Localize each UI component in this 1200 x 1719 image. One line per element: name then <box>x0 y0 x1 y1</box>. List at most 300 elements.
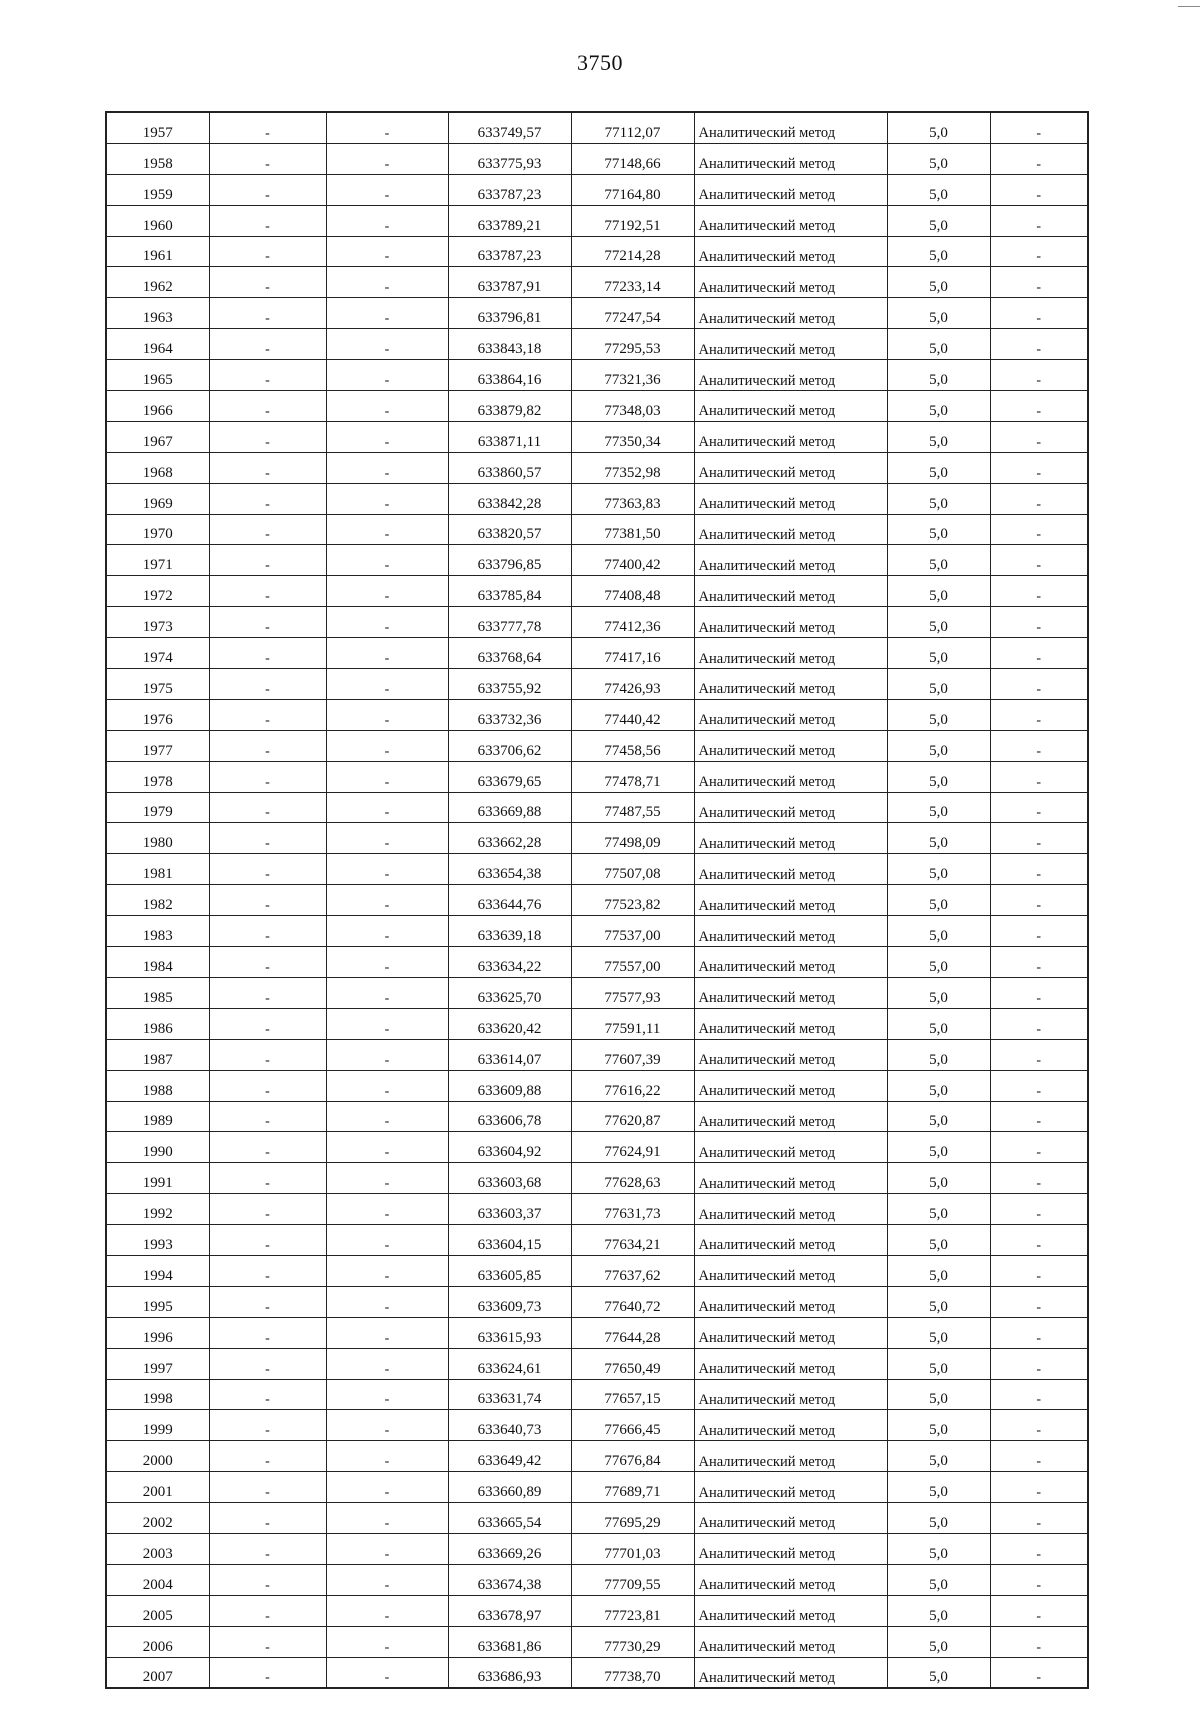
cell-point-number: 1992 <box>106 1194 209 1225</box>
cell-method: Аналитический метод <box>694 1317 887 1348</box>
cell-old-y: - <box>326 1070 448 1101</box>
cell-accuracy: 5,0 <box>887 391 990 422</box>
cell-accuracy: 5,0 <box>887 545 990 576</box>
table-row <box>106 1626 1088 1657</box>
cell-accuracy: 5,0 <box>887 1039 990 1070</box>
cell-x-coordinate: 633796,81 <box>448 298 571 329</box>
cell-accuracy: 5,0 <box>887 514 990 545</box>
cell-point-number: 1989 <box>106 1101 209 1132</box>
cell-description: - <box>990 947 1088 978</box>
cell-old-y: - <box>326 669 448 700</box>
cell-y-coordinate: 77498,09 <box>571 823 694 854</box>
cell-method: Аналитический метод <box>694 1163 887 1194</box>
cell-description: - <box>990 1163 1088 1194</box>
cell-y-coordinate: 77363,83 <box>571 483 694 514</box>
cell-x-coordinate: 633679,65 <box>448 761 571 792</box>
table-row <box>106 1503 1088 1534</box>
cell-method: Аналитический метод <box>694 854 887 885</box>
cell-point-number: 1994 <box>106 1255 209 1286</box>
cell-accuracy: 5,0 <box>887 1163 990 1194</box>
cell-method: Аналитический метод <box>694 1348 887 1379</box>
cell-old-y: - <box>326 1441 448 1472</box>
cell-method: Аналитический метод <box>694 576 887 607</box>
cell-point-number: 1978 <box>106 761 209 792</box>
cell-y-coordinate: 77348,03 <box>571 391 694 422</box>
cell-old-x: - <box>209 143 326 174</box>
cell-point-number: 1995 <box>106 1286 209 1317</box>
cell-description: - <box>990 761 1088 792</box>
cell-point-number: 1976 <box>106 699 209 730</box>
page-number: 3750 <box>577 50 623 75</box>
cell-old-x: - <box>209 174 326 205</box>
cell-y-coordinate: 77400,42 <box>571 545 694 576</box>
cell-accuracy: 5,0 <box>887 1564 990 1595</box>
cell-method: Аналитический метод <box>694 298 887 329</box>
cell-old-x: - <box>209 112 326 143</box>
cell-old-y: - <box>326 1286 448 1317</box>
cell-x-coordinate: 633614,07 <box>448 1039 571 1070</box>
cell-y-coordinate: 77620,87 <box>571 1101 694 1132</box>
cell-old-x: - <box>209 1070 326 1101</box>
cell-old-y: - <box>326 1163 448 1194</box>
cell-accuracy: 5,0 <box>887 854 990 885</box>
table-row <box>106 483 1088 514</box>
cell-accuracy: 5,0 <box>887 421 990 452</box>
cell-method: Аналитический метод <box>694 1194 887 1225</box>
cell-x-coordinate: 633634,22 <box>448 947 571 978</box>
cell-accuracy: 5,0 <box>887 1657 990 1688</box>
cell-old-x: - <box>209 329 326 360</box>
cell-method: Аналитический метод <box>694 1379 887 1410</box>
coordinates-table <box>105 111 1089 1689</box>
cell-method: Аналитический метод <box>694 761 887 792</box>
cell-y-coordinate: 77148,66 <box>571 143 694 174</box>
cell-old-y: - <box>326 421 448 452</box>
cell-point-number: 2001 <box>106 1472 209 1503</box>
table-row <box>106 267 1088 298</box>
cell-old-x: - <box>209 669 326 700</box>
cell-old-x: - <box>209 267 326 298</box>
cell-description: - <box>990 916 1088 947</box>
cell-old-y: - <box>326 1626 448 1657</box>
cell-x-coordinate: 633605,85 <box>448 1255 571 1286</box>
cell-point-number: 1962 <box>106 267 209 298</box>
cell-point-number: 1983 <box>106 916 209 947</box>
cell-x-coordinate: 633678,97 <box>448 1595 571 1626</box>
cell-x-coordinate: 633749,57 <box>448 112 571 143</box>
table-row <box>106 699 1088 730</box>
cell-x-coordinate: 633775,93 <box>448 143 571 174</box>
cell-x-coordinate: 633732,36 <box>448 699 571 730</box>
cell-y-coordinate: 77487,55 <box>571 792 694 823</box>
cell-accuracy: 5,0 <box>887 1379 990 1410</box>
cell-accuracy: 5,0 <box>887 607 990 638</box>
cell-method: Аналитический метод <box>694 143 887 174</box>
cell-description: - <box>990 854 1088 885</box>
cell-x-coordinate: 633796,85 <box>448 545 571 576</box>
table-row <box>106 1163 1088 1194</box>
table-row <box>106 1008 1088 1039</box>
cell-description: - <box>990 699 1088 730</box>
cell-old-y: - <box>326 514 448 545</box>
cell-y-coordinate: 77164,80 <box>571 174 694 205</box>
cell-y-coordinate: 77689,71 <box>571 1472 694 1503</box>
cell-description: - <box>990 1317 1088 1348</box>
cell-accuracy: 5,0 <box>887 483 990 514</box>
cell-description: - <box>990 360 1088 391</box>
cell-method: Аналитический метод <box>694 391 887 422</box>
cell-y-coordinate: 77426,93 <box>571 669 694 700</box>
table-row <box>106 360 1088 391</box>
table-row <box>106 607 1088 638</box>
cell-description: - <box>990 1410 1088 1441</box>
cell-y-coordinate: 77214,28 <box>571 236 694 267</box>
cell-y-coordinate: 77192,51 <box>571 205 694 236</box>
cell-point-number: 1996 <box>106 1317 209 1348</box>
cell-old-y: - <box>326 174 448 205</box>
cell-x-coordinate: 633660,89 <box>448 1472 571 1503</box>
cell-old-y: - <box>326 1564 448 1595</box>
cell-method: Аналитический метод <box>694 1286 887 1317</box>
cell-method: Аналитический метод <box>694 1503 887 1534</box>
cell-old-y: - <box>326 730 448 761</box>
cell-method: Аналитический метод <box>694 730 887 761</box>
cell-method: Аналитический метод <box>694 947 887 978</box>
cell-x-coordinate: 633843,18 <box>448 329 571 360</box>
cell-y-coordinate: 77631,73 <box>571 1194 694 1225</box>
table-row <box>106 514 1088 545</box>
cell-old-x: - <box>209 1503 326 1534</box>
cell-x-coordinate: 633860,57 <box>448 452 571 483</box>
cell-point-number: 1990 <box>106 1132 209 1163</box>
cell-method: Аналитический метод <box>694 1132 887 1163</box>
cell-old-x: - <box>209 514 326 545</box>
cell-y-coordinate: 77730,29 <box>571 1626 694 1657</box>
cell-description: - <box>990 1533 1088 1564</box>
cell-old-y: - <box>326 1348 448 1379</box>
cell-old-y: - <box>326 638 448 669</box>
cell-x-coordinate: 633620,42 <box>448 1008 571 1039</box>
cell-old-x: - <box>209 761 326 792</box>
cell-point-number: 1958 <box>106 143 209 174</box>
cell-y-coordinate: 77557,00 <box>571 947 694 978</box>
table-row <box>106 854 1088 885</box>
cell-point-number: 2004 <box>106 1564 209 1595</box>
cell-x-coordinate: 633615,93 <box>448 1317 571 1348</box>
cell-description: - <box>990 112 1088 143</box>
table-row <box>106 1101 1088 1132</box>
cell-description: - <box>990 1564 1088 1595</box>
cell-old-x: - <box>209 1472 326 1503</box>
cell-old-y: - <box>326 1533 448 1564</box>
cell-point-number: 1982 <box>106 885 209 916</box>
table-row <box>106 761 1088 792</box>
cell-old-x: - <box>209 916 326 947</box>
cell-old-x: - <box>209 947 326 978</box>
cell-description: - <box>990 267 1088 298</box>
cell-y-coordinate: 77650,49 <box>571 1348 694 1379</box>
cell-y-coordinate: 77607,39 <box>571 1039 694 1070</box>
cell-old-x: - <box>209 576 326 607</box>
cell-description: - <box>990 1472 1088 1503</box>
cell-accuracy: 5,0 <box>887 1441 990 1472</box>
cell-point-number: 1957 <box>106 112 209 143</box>
cell-old-y: - <box>326 607 448 638</box>
cell-y-coordinate: 77640,72 <box>571 1286 694 1317</box>
cell-old-y: - <box>326 1657 448 1688</box>
cell-accuracy: 5,0 <box>887 112 990 143</box>
cell-old-x: - <box>209 1008 326 1039</box>
scan-edge-line <box>1178 6 1200 7</box>
cell-y-coordinate: 77624,91 <box>571 1132 694 1163</box>
table-row <box>106 1657 1088 1688</box>
cell-description: - <box>990 1379 1088 1410</box>
cell-y-coordinate: 77709,55 <box>571 1564 694 1595</box>
cell-point-number: 1975 <box>106 669 209 700</box>
cell-old-x: - <box>209 452 326 483</box>
cell-x-coordinate: 633669,26 <box>448 1533 571 1564</box>
cell-old-x: - <box>209 205 326 236</box>
cell-old-x: - <box>209 1564 326 1595</box>
cell-old-x: - <box>209 977 326 1008</box>
table-row <box>106 1194 1088 1225</box>
cell-method: Аналитический метод <box>694 1472 887 1503</box>
cell-x-coordinate: 633606,78 <box>448 1101 571 1132</box>
cell-accuracy: 5,0 <box>887 143 990 174</box>
table-row <box>106 1472 1088 1503</box>
cell-y-coordinate: 77478,71 <box>571 761 694 792</box>
table-row <box>106 1441 1088 1472</box>
cell-point-number: 1967 <box>106 421 209 452</box>
cell-description: - <box>990 977 1088 1008</box>
cell-old-y: - <box>326 1379 448 1410</box>
cell-description: - <box>990 545 1088 576</box>
cell-accuracy: 5,0 <box>887 236 990 267</box>
cell-old-x: - <box>209 1379 326 1410</box>
cell-y-coordinate: 77628,63 <box>571 1163 694 1194</box>
cell-point-number: 1998 <box>106 1379 209 1410</box>
table-row <box>106 143 1088 174</box>
table-row <box>106 792 1088 823</box>
cell-accuracy: 5,0 <box>887 267 990 298</box>
cell-accuracy: 5,0 <box>887 1286 990 1317</box>
cell-x-coordinate: 633604,15 <box>448 1225 571 1256</box>
cell-method: Аналитический метод <box>694 421 887 452</box>
cell-accuracy: 5,0 <box>887 329 990 360</box>
cell-old-x: - <box>209 854 326 885</box>
cell-y-coordinate: 77458,56 <box>571 730 694 761</box>
cell-old-y: - <box>326 761 448 792</box>
cell-x-coordinate: 633787,91 <box>448 267 571 298</box>
cell-y-coordinate: 77723,81 <box>571 1595 694 1626</box>
table-row <box>106 452 1088 483</box>
cell-accuracy: 5,0 <box>887 452 990 483</box>
cell-description: - <box>990 823 1088 854</box>
cell-description: - <box>990 143 1088 174</box>
cell-accuracy: 5,0 <box>887 823 990 854</box>
cell-point-number: 1987 <box>106 1039 209 1070</box>
cell-old-y: - <box>326 236 448 267</box>
cell-method: Аналитический метод <box>694 1626 887 1657</box>
cell-method: Аналитический метод <box>694 329 887 360</box>
cell-x-coordinate: 633669,88 <box>448 792 571 823</box>
cell-old-y: - <box>326 452 448 483</box>
cell-description: - <box>990 483 1088 514</box>
cell-x-coordinate: 633654,38 <box>448 854 571 885</box>
cell-x-coordinate: 633624,61 <box>448 1348 571 1379</box>
cell-x-coordinate: 633789,21 <box>448 205 571 236</box>
table-row <box>106 1132 1088 1163</box>
cell-old-x: - <box>209 1039 326 1070</box>
cell-description: - <box>990 329 1088 360</box>
cell-accuracy: 5,0 <box>887 1626 990 1657</box>
cell-method: Аналитический метод <box>694 1101 887 1132</box>
cell-method: Аналитический метод <box>694 885 887 916</box>
cell-y-coordinate: 77738,70 <box>571 1657 694 1688</box>
table-row <box>106 236 1088 267</box>
cell-y-coordinate: 77295,53 <box>571 329 694 360</box>
cell-accuracy: 5,0 <box>887 1255 990 1286</box>
table-row <box>106 1225 1088 1256</box>
cell-accuracy: 5,0 <box>887 1533 990 1564</box>
cell-point-number: 2005 <box>106 1595 209 1626</box>
table-row <box>106 421 1088 452</box>
table-row <box>106 885 1088 916</box>
cell-old-y: - <box>326 483 448 514</box>
table-row <box>106 1255 1088 1286</box>
cell-old-x: - <box>209 699 326 730</box>
cell-method: Аналитический метод <box>694 1039 887 1070</box>
cell-old-y: - <box>326 576 448 607</box>
cell-description: - <box>990 1503 1088 1534</box>
table-row <box>106 174 1088 205</box>
cell-description: - <box>990 1101 1088 1132</box>
cell-old-y: - <box>326 854 448 885</box>
table-row <box>106 112 1088 143</box>
cell-description: - <box>990 421 1088 452</box>
cell-accuracy: 5,0 <box>887 730 990 761</box>
cell-y-coordinate: 77634,21 <box>571 1225 694 1256</box>
cell-old-y: - <box>326 1194 448 1225</box>
table-row <box>106 1286 1088 1317</box>
cell-x-coordinate: 633665,54 <box>448 1503 571 1534</box>
cell-point-number: 1999 <box>106 1410 209 1441</box>
cell-method: Аналитический метод <box>694 545 887 576</box>
cell-method: Аналитический метод <box>694 1070 887 1101</box>
table-row <box>106 1317 1088 1348</box>
cell-description: - <box>990 205 1088 236</box>
cell-x-coordinate: 633674,38 <box>448 1564 571 1595</box>
cell-method: Аналитический метод <box>694 1441 887 1472</box>
cell-point-number: 2002 <box>106 1503 209 1534</box>
cell-point-number: 1988 <box>106 1070 209 1101</box>
cell-old-y: - <box>326 792 448 823</box>
cell-y-coordinate: 77644,28 <box>571 1317 694 1348</box>
cell-old-y: - <box>326 885 448 916</box>
table-row <box>106 329 1088 360</box>
cell-description: - <box>990 236 1088 267</box>
table-row <box>106 1564 1088 1595</box>
cell-old-x: - <box>209 545 326 576</box>
cell-old-y: - <box>326 1472 448 1503</box>
cell-y-coordinate: 77577,93 <box>571 977 694 1008</box>
cell-point-number: 2000 <box>106 1441 209 1472</box>
cell-old-x: - <box>209 1595 326 1626</box>
cell-method: Аналитический метод <box>694 1657 887 1688</box>
cell-y-coordinate: 77591,11 <box>571 1008 694 1039</box>
cell-accuracy: 5,0 <box>887 1101 990 1132</box>
cell-point-number: 2003 <box>106 1533 209 1564</box>
cell-method: Аналитический метод <box>694 699 887 730</box>
cell-y-coordinate: 77350,34 <box>571 421 694 452</box>
cell-point-number: 1981 <box>106 854 209 885</box>
cell-y-coordinate: 77412,36 <box>571 607 694 638</box>
cell-accuracy: 5,0 <box>887 205 990 236</box>
cell-description: - <box>990 1225 1088 1256</box>
cell-old-y: - <box>326 360 448 391</box>
cell-description: - <box>990 1441 1088 1472</box>
cell-old-x: - <box>209 298 326 329</box>
cell-description: - <box>990 607 1088 638</box>
cell-method: Аналитический метод <box>694 1595 887 1626</box>
cell-old-x: - <box>209 638 326 669</box>
table-row <box>106 1533 1088 1564</box>
cell-old-x: - <box>209 236 326 267</box>
cell-old-x: - <box>209 1163 326 1194</box>
cell-method: Аналитический метод <box>694 823 887 854</box>
table-row <box>106 391 1088 422</box>
cell-old-y: - <box>326 391 448 422</box>
cell-old-y: - <box>326 112 448 143</box>
table-row <box>106 1379 1088 1410</box>
cell-description: - <box>990 298 1088 329</box>
cell-old-y: - <box>326 947 448 978</box>
cell-accuracy: 5,0 <box>887 1410 990 1441</box>
cell-y-coordinate: 77637,62 <box>571 1255 694 1286</box>
cell-x-coordinate: 633662,28 <box>448 823 571 854</box>
cell-point-number: 1963 <box>106 298 209 329</box>
cell-accuracy: 5,0 <box>887 576 990 607</box>
cell-x-coordinate: 633820,57 <box>448 514 571 545</box>
cell-old-y: - <box>326 823 448 854</box>
cell-old-x: - <box>209 1317 326 1348</box>
cell-point-number: 1979 <box>106 792 209 823</box>
cell-description: - <box>990 669 1088 700</box>
cell-description: - <box>990 730 1088 761</box>
cell-accuracy: 5,0 <box>887 638 990 669</box>
cell-accuracy: 5,0 <box>887 916 990 947</box>
cell-method: Аналитический метод <box>694 483 887 514</box>
cell-old-x: - <box>209 607 326 638</box>
cell-x-coordinate: 633625,70 <box>448 977 571 1008</box>
cell-method: Аналитический метод <box>694 792 887 823</box>
cell-point-number: 1965 <box>106 360 209 391</box>
cell-method: Аналитический метод <box>694 1008 887 1039</box>
cell-x-coordinate: 633706,62 <box>448 730 571 761</box>
cell-x-coordinate: 633768,64 <box>448 638 571 669</box>
cell-description: - <box>990 1132 1088 1163</box>
cell-x-coordinate: 633777,78 <box>448 607 571 638</box>
cell-description: - <box>990 885 1088 916</box>
table-row <box>106 730 1088 761</box>
cell-accuracy: 5,0 <box>887 1194 990 1225</box>
cell-accuracy: 5,0 <box>887 792 990 823</box>
cell-method: Аналитический метод <box>694 1410 887 1441</box>
cell-old-x: - <box>209 730 326 761</box>
cell-method: Аналитический метод <box>694 514 887 545</box>
cell-point-number: 1964 <box>106 329 209 360</box>
cell-accuracy: 5,0 <box>887 1132 990 1163</box>
